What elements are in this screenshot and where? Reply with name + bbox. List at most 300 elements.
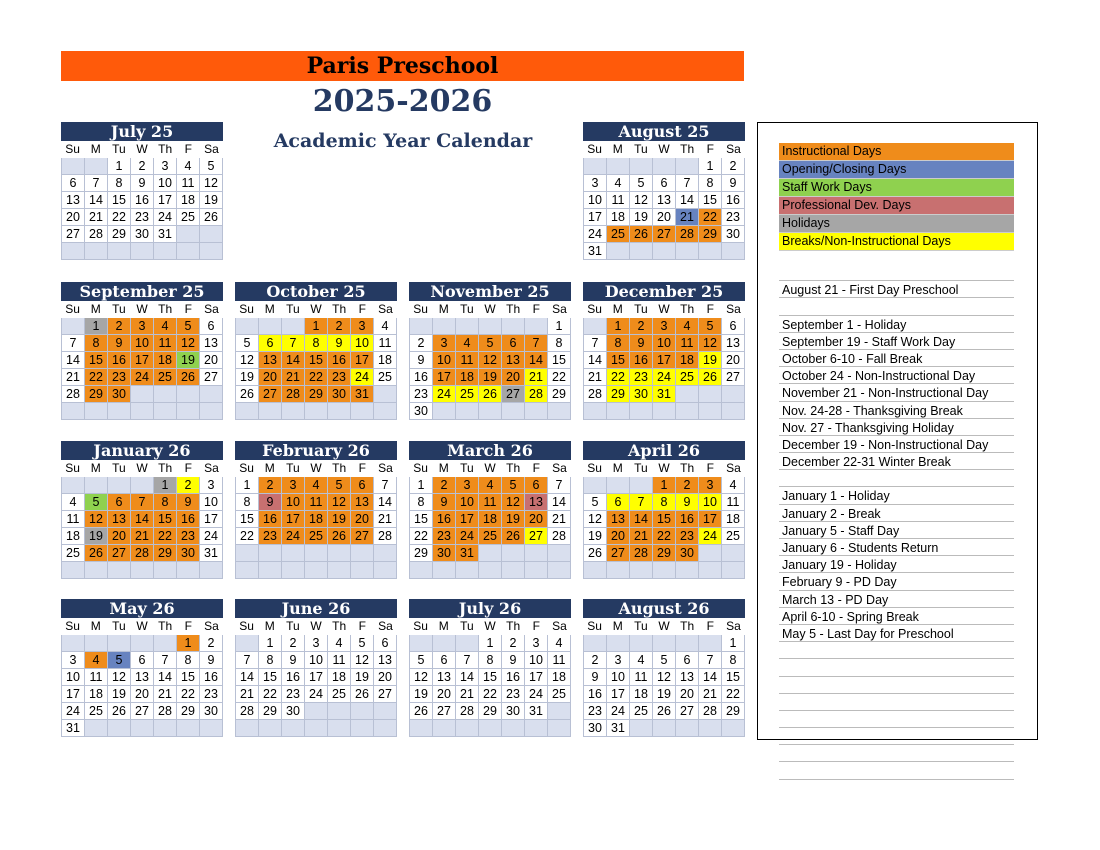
weekday-label: Th [158, 461, 173, 475]
weekday-label: Th [158, 302, 173, 316]
day-cell: 19 [653, 686, 676, 703]
day-cell: 17 [62, 686, 85, 703]
empty-cell [259, 562, 282, 579]
weekday-label: M [264, 461, 275, 475]
day-cell: 26 [410, 703, 433, 720]
day-cell: 30 [410, 403, 433, 420]
empty-cell [722, 386, 745, 403]
weekday-label: Th [680, 619, 695, 633]
event-line: October 24 - Non-Instructional Day [779, 367, 1014, 384]
day-cell: 26 [236, 386, 259, 403]
day-cell: 6 [502, 335, 525, 352]
day-cell: 5 [85, 494, 108, 511]
day-cell: 1 [85, 318, 108, 335]
day-cell: 20 [62, 209, 85, 226]
day-cell: 25 [328, 686, 351, 703]
empty-cell [630, 562, 653, 579]
day-grid [583, 158, 745, 260]
empty-cell [85, 720, 108, 737]
day-cell: 5 [502, 477, 525, 494]
weekday-label: Tu [286, 619, 300, 633]
day-cell: 22 [722, 686, 745, 703]
weekday-label: Th [158, 619, 173, 633]
weekday-label: W [658, 302, 670, 316]
weekday-label: W [310, 461, 322, 475]
weekday-label: Th [680, 302, 695, 316]
weekday-header [409, 618, 571, 635]
day-cell: 29 [305, 386, 328, 403]
weekday-label: Th [332, 461, 347, 475]
day-cell: 16 [131, 192, 154, 209]
weekday-label: M [612, 302, 623, 316]
empty-cell [62, 477, 85, 494]
day-cell: 24 [699, 528, 722, 545]
day-cell: 23 [722, 209, 745, 226]
day-cell: 4 [177, 158, 200, 175]
day-cell: 17 [305, 669, 328, 686]
day-cell: 16 [282, 669, 305, 686]
day-cell: 4 [154, 318, 177, 335]
day-cell: 21 [548, 511, 571, 528]
day-cell: 6 [433, 652, 456, 669]
empty-cell [351, 545, 374, 562]
legend-item: Professional Dev. Days [779, 197, 1014, 215]
empty-cell [236, 403, 259, 420]
day-grid [235, 477, 397, 579]
day-cell: 2 [131, 158, 154, 175]
day-cell: 13 [108, 511, 131, 528]
empty-cell [410, 318, 433, 335]
weekday-header [61, 301, 223, 318]
day-cell: 9 [131, 175, 154, 192]
weekday-label: M [612, 461, 623, 475]
weekday-label: F [706, 619, 714, 633]
day-cell: 17 [699, 511, 722, 528]
day-cell: 18 [374, 352, 397, 369]
day-cell: 8 [305, 335, 328, 352]
weekday-label: Sa [726, 302, 741, 316]
weekday-label: Su [65, 142, 80, 156]
weekday-label: Tu [112, 461, 126, 475]
day-cell: 30 [584, 720, 607, 737]
day-cell: 6 [108, 494, 131, 511]
day-cell: 10 [305, 652, 328, 669]
month-september-25 [61, 282, 223, 420]
day-cell: 10 [456, 494, 479, 511]
empty-cell [85, 243, 108, 260]
month-title: July 25 [61, 122, 223, 141]
weekday-label: W [658, 619, 670, 633]
day-cell: 8 [177, 652, 200, 669]
day-grid [583, 477, 745, 579]
event-line: February 9 - PD Day [779, 573, 1014, 590]
day-cell: 23 [131, 209, 154, 226]
empty-cell [653, 403, 676, 420]
day-cell: 13 [676, 669, 699, 686]
weekday-label: Tu [634, 461, 648, 475]
empty-cell [200, 243, 223, 260]
day-cell: 19 [351, 669, 374, 686]
day-cell: 4 [722, 477, 745, 494]
day-cell: 12 [328, 494, 351, 511]
day-cell: 15 [236, 511, 259, 528]
empty-cell [653, 720, 676, 737]
empty-cell [584, 635, 607, 652]
empty-cell [200, 403, 223, 420]
day-cell: 16 [584, 686, 607, 703]
day-cell: 22 [259, 686, 282, 703]
day-cell: 25 [607, 226, 630, 243]
day-cell: 18 [607, 209, 630, 226]
weekday-label: Su [239, 461, 254, 475]
month-may-26 [61, 599, 223, 737]
month-title: November 25 [409, 282, 571, 301]
day-cell: 28 [584, 386, 607, 403]
day-cell: 20 [653, 209, 676, 226]
empty-cell [410, 635, 433, 652]
empty-cell [699, 403, 722, 420]
day-cell: 19 [177, 352, 200, 369]
day-cell: 3 [456, 477, 479, 494]
day-cell: 16 [108, 352, 131, 369]
day-cell: 25 [85, 703, 108, 720]
day-cell: 9 [108, 335, 131, 352]
weekday-label: Su [587, 142, 602, 156]
day-cell: 13 [502, 352, 525, 369]
day-cell: 6 [374, 635, 397, 652]
empty-cell [85, 562, 108, 579]
day-cell: 24 [282, 528, 305, 545]
day-cell: 20 [108, 528, 131, 545]
empty-cell [479, 545, 502, 562]
day-cell: 28 [282, 386, 305, 403]
weekday-header [235, 301, 397, 318]
empty-cell [131, 243, 154, 260]
day-cell: 6 [62, 175, 85, 192]
month-october-25 [235, 282, 397, 420]
day-cell: 16 [200, 669, 223, 686]
day-cell: 8 [548, 335, 571, 352]
empty-cell [433, 403, 456, 420]
empty-cell [259, 720, 282, 737]
day-cell: 15 [548, 352, 571, 369]
day-cell: 9 [410, 352, 433, 369]
empty-cell [502, 318, 525, 335]
day-grid [61, 635, 223, 737]
day-cell: 10 [351, 335, 374, 352]
day-cell: 4 [630, 652, 653, 669]
day-cell: 21 [154, 686, 177, 703]
day-cell: 1 [108, 158, 131, 175]
weekday-label: Sa [552, 619, 567, 633]
day-cell: 12 [653, 669, 676, 686]
day-cell: 3 [433, 335, 456, 352]
day-cell: 28 [131, 545, 154, 562]
day-cell: 9 [259, 494, 282, 511]
empty-cell [456, 562, 479, 579]
day-cell: 12 [236, 352, 259, 369]
day-cell: 6 [200, 318, 223, 335]
day-cell: 5 [328, 477, 351, 494]
weekday-label: Sa [204, 619, 219, 633]
day-cell: 3 [607, 652, 630, 669]
empty-cell [351, 720, 374, 737]
day-cell: 20 [433, 686, 456, 703]
day-cell: 16 [630, 352, 653, 369]
day-cell: 5 [200, 158, 223, 175]
day-cell: 13 [259, 352, 282, 369]
weekday-label: Tu [112, 619, 126, 633]
day-cell: 19 [200, 192, 223, 209]
empty-cell [433, 318, 456, 335]
day-grid [583, 318, 745, 420]
day-cell: 6 [131, 652, 154, 669]
day-cell: 4 [548, 635, 571, 652]
weekday-header [61, 460, 223, 477]
day-cell: 19 [699, 352, 722, 369]
day-cell: 20 [351, 511, 374, 528]
day-cell: 6 [259, 335, 282, 352]
day-cell: 10 [607, 669, 630, 686]
day-cell: 13 [131, 669, 154, 686]
weekday-label: Sa [726, 619, 741, 633]
empty-cell [607, 158, 630, 175]
weekday-label: F [358, 619, 366, 633]
empty-cell [236, 720, 259, 737]
day-cell: 28 [699, 703, 722, 720]
weekday-label: Th [332, 619, 347, 633]
day-cell: 18 [676, 352, 699, 369]
weekday-header [235, 618, 397, 635]
day-cell: 18 [305, 511, 328, 528]
event-line: March 13 - PD Day [779, 591, 1014, 608]
empty-cell [108, 243, 131, 260]
weekday-header [409, 460, 571, 477]
day-cell: 28 [456, 703, 479, 720]
empty-cell [676, 243, 699, 260]
day-cell: 30 [630, 386, 653, 403]
weekday-label: F [358, 461, 366, 475]
day-cell: 30 [676, 545, 699, 562]
empty-cell [200, 386, 223, 403]
month-title: July 26 [409, 599, 571, 618]
month-july-26 [409, 599, 571, 737]
empty-cell [722, 403, 745, 420]
weekday-label: Tu [286, 302, 300, 316]
empty-cell [236, 318, 259, 335]
day-cell: 1 [607, 318, 630, 335]
empty-cell [548, 703, 571, 720]
day-cell: 8 [410, 494, 433, 511]
day-cell: 16 [676, 511, 699, 528]
day-cell: 24 [456, 528, 479, 545]
day-cell: 27 [259, 386, 282, 403]
day-cell: 8 [722, 652, 745, 669]
day-grid [61, 477, 223, 579]
empty-cell [374, 545, 397, 562]
day-cell: 31 [200, 545, 223, 562]
day-cell: 3 [351, 318, 374, 335]
day-cell: 4 [374, 318, 397, 335]
day-cell: 29 [479, 703, 502, 720]
day-cell: 26 [479, 386, 502, 403]
month-june-26 [235, 599, 397, 737]
empty-cell [154, 243, 177, 260]
empty-cell [584, 477, 607, 494]
day-cell: 12 [584, 511, 607, 528]
day-grid [235, 635, 397, 737]
day-cell: 19 [479, 369, 502, 386]
day-cell: 24 [584, 226, 607, 243]
empty-cell [607, 562, 630, 579]
empty-cell [282, 720, 305, 737]
day-cell: 8 [699, 175, 722, 192]
legend-item: Holidays [779, 215, 1014, 233]
day-cell: 18 [479, 511, 502, 528]
empty-cell [131, 720, 154, 737]
empty-cell [433, 562, 456, 579]
empty-cell [85, 635, 108, 652]
day-cell: 25 [456, 386, 479, 403]
day-cell: 22 [548, 369, 571, 386]
day-grid [409, 318, 571, 420]
day-cell: 23 [502, 686, 525, 703]
day-cell: 19 [85, 528, 108, 545]
weekday-label: M [90, 461, 101, 475]
day-cell: 16 [502, 669, 525, 686]
day-cell: 19 [328, 511, 351, 528]
day-cell: 10 [154, 175, 177, 192]
empty-cell [433, 720, 456, 737]
day-cell: 14 [699, 669, 722, 686]
day-cell: 29 [259, 703, 282, 720]
empty-cell [62, 635, 85, 652]
event-line: April 6-10 - Spring Break [779, 608, 1014, 625]
empty-cell [374, 403, 397, 420]
weekday-label: M [264, 619, 275, 633]
day-cell: 23 [328, 369, 351, 386]
day-cell: 3 [653, 318, 676, 335]
day-cell: 14 [676, 192, 699, 209]
legend-item: Breaks/Non-Instructional Days [779, 233, 1014, 251]
day-cell: 22 [607, 369, 630, 386]
event-line [779, 642, 1014, 659]
weekday-label: W [310, 619, 322, 633]
day-cell: 19 [410, 686, 433, 703]
empty-cell [259, 403, 282, 420]
day-cell: 28 [676, 226, 699, 243]
calendar-subtitle: Academic Year Calendar [273, 130, 533, 152]
day-cell: 13 [525, 494, 548, 511]
day-cell: 28 [525, 386, 548, 403]
empty-cell [699, 562, 722, 579]
day-cell: 11 [85, 669, 108, 686]
day-cell: 11 [676, 335, 699, 352]
day-cell: 16 [433, 511, 456, 528]
empty-cell [259, 318, 282, 335]
day-cell: 28 [62, 386, 85, 403]
day-cell: 10 [433, 352, 456, 369]
day-cell: 1 [479, 635, 502, 652]
empty-cell [282, 545, 305, 562]
empty-cell [676, 562, 699, 579]
empty-cell [177, 403, 200, 420]
day-cell: 10 [525, 652, 548, 669]
day-cell: 13 [200, 335, 223, 352]
day-cell: 22 [653, 528, 676, 545]
day-cell: 5 [630, 175, 653, 192]
day-cell: 30 [131, 226, 154, 243]
day-cell: 28 [630, 545, 653, 562]
weekday-label: F [532, 461, 540, 475]
weekday-label: M [438, 461, 449, 475]
day-cell: 14 [456, 669, 479, 686]
day-cell: 4 [85, 652, 108, 669]
day-cell: 7 [548, 477, 571, 494]
event-line [779, 711, 1014, 728]
weekday-label: Th [332, 302, 347, 316]
empty-cell [85, 477, 108, 494]
weekday-header [61, 618, 223, 635]
day-cell: 28 [236, 703, 259, 720]
day-cell: 5 [351, 635, 374, 652]
day-cell: 15 [479, 669, 502, 686]
day-cell: 27 [108, 545, 131, 562]
day-cell: 2 [502, 635, 525, 652]
day-cell: 21 [236, 686, 259, 703]
month-august-25 [583, 122, 745, 260]
empty-cell [177, 720, 200, 737]
day-cell: 9 [200, 652, 223, 669]
weekday-label: W [310, 302, 322, 316]
weekday-label: F [184, 142, 192, 156]
day-cell: 20 [676, 686, 699, 703]
weekday-label: Sa [378, 619, 393, 633]
empty-cell [177, 386, 200, 403]
empty-cell [177, 226, 200, 243]
day-cell: 25 [722, 528, 745, 545]
day-cell: 2 [108, 318, 131, 335]
day-cell: 7 [676, 175, 699, 192]
weekday-header [583, 301, 745, 318]
day-cell: 11 [62, 511, 85, 528]
day-cell: 26 [699, 369, 722, 386]
empty-cell [236, 562, 259, 579]
event-line: September 19 - Staff Work Day [779, 333, 1014, 350]
empty-cell [607, 243, 630, 260]
day-cell: 9 [676, 494, 699, 511]
event-line: January 1 - Holiday [779, 487, 1014, 504]
legend-item: Instructional Days [779, 143, 1014, 161]
day-cell: 8 [653, 494, 676, 511]
weekday-label: W [136, 461, 148, 475]
day-cell: 19 [236, 369, 259, 386]
day-cell: 6 [607, 494, 630, 511]
day-cell: 1 [177, 635, 200, 652]
day-cell: 24 [351, 369, 374, 386]
day-cell: 3 [154, 158, 177, 175]
day-cell: 10 [200, 494, 223, 511]
empty-cell [154, 386, 177, 403]
day-cell: 17 [456, 511, 479, 528]
day-cell: 2 [584, 652, 607, 669]
weekday-header [583, 618, 745, 635]
day-cell: 17 [653, 352, 676, 369]
day-cell: 27 [653, 226, 676, 243]
empty-cell [699, 386, 722, 403]
day-cell: 13 [433, 669, 456, 686]
day-cell: 26 [653, 703, 676, 720]
